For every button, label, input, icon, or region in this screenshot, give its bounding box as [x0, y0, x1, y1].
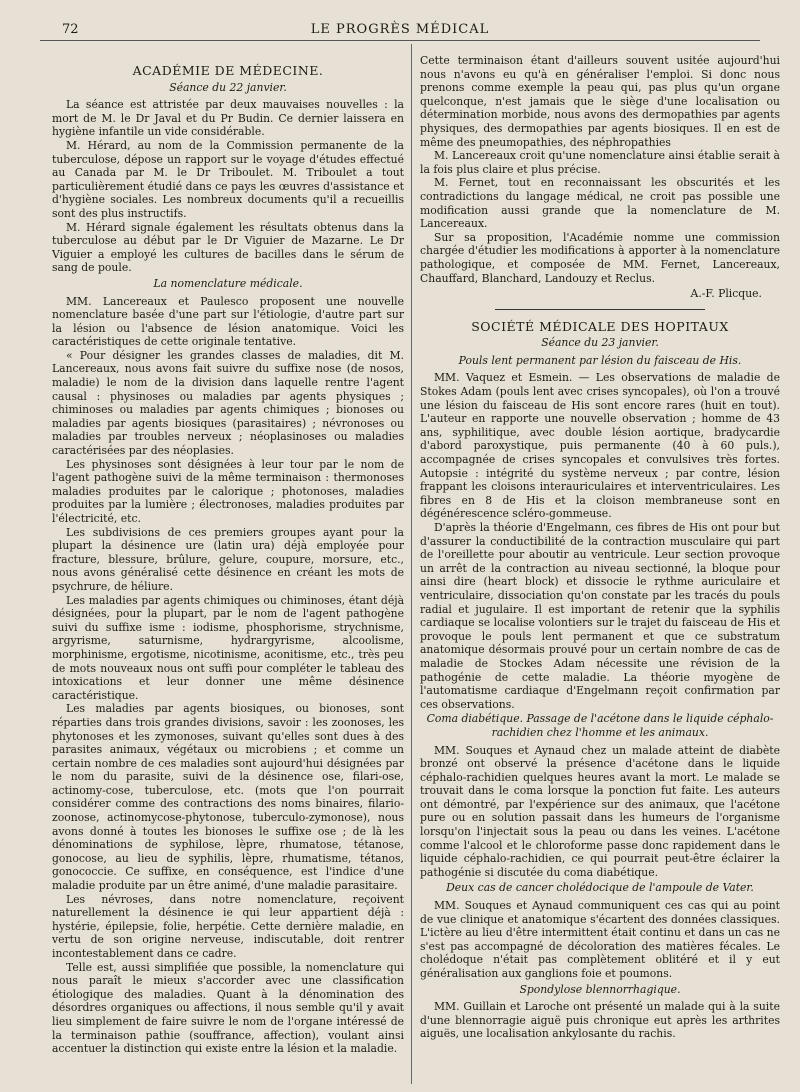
paragraph: MM. Souques et Aynaud communiquent ces cas qui au point de vue clinique et anatomique s'écartent des données classiques. L'ictère au lieu d'être intermittent était continu et dans un cas ne s'est pas accompagné de décoloration des matières fécales. Le cholédoque n'était pas complètement oblitéré et il y eut généralisation aux ganglions foie et poumons.	[420, 899, 780, 980]
paragraph: M. Hérard, au nom de la Commission permanente de la tuberculose, dépose un rapport sur le voyage d'études effectué au Canada par M. le Dr Triboulet. M. Triboulet a tout particulièrement étudié dans ce pays les œuvres d'assistance et d'hygiène sociales. Les nombreux documents qu'il a recueillis sont des plus instructifs.	[52, 138, 404, 220]
paragraph: MM. Vaquez et Esmein. — Les observations de maladie de Stokes Adam (pouls lent avec crises syncopales), où l'on a trouvé une lésion du faisceau de His sont encore rares (huit en tout). L'auteur en rapporte une nouvelle observation ; homme de 43 ans, syphilitique, avec double lésion aortique, bradycardie d'abord paroxystique, puis permanente (40 à 60 puls.), accompagnée de crises syncopales et convulsives très fortes. Autopsie : intégrité du système nerveux ; par contre, lésion frappant les cloisons interauriculaires et interventriculaires. Les fibres en 8 de His et la cloison membraneuse sont en dégénérescence scléro-gommeuse.	[420, 371, 780, 521]
page-number: 72	[62, 22, 79, 37]
paragraph: M. Hérard signale également les résultats obtenus dans la tuberculose au début par le Dr Viguier de Mazarne. Le Dr Viguier a employé les cultures de bacilles dans le sérum de sang de poule.	[52, 220, 404, 275]
right-column	[420, 54, 780, 1084]
paragraph: M. Lancereaux croit qu'une nomenclature ainsi établie serait à la fois plus claire et plus précise.	[420, 149, 780, 176]
subsection-title: La nomenclature médicale.	[153, 276, 303, 290]
column-divider	[411, 44, 412, 1084]
section-divider	[495, 309, 705, 310]
paragraph: M. Fernet, tout en reconnaissant les obscurités et les contradictions du langage médical, ne croit pas possible une modification aussi grande que la nomenclature de M. Lancereaux.	[420, 176, 780, 231]
left-column	[52, 54, 404, 1084]
paragraph: Les physinoses sont désignées à leur tour par le nom de l'agent pathogène suivi de la même terminaison : thermonoses maladies produites par le calorique ; photonoses, maladies produites par la lumière ; électronoses, maladies produites par l'électricité, etc.	[52, 457, 404, 525]
paragraph: Cette terminaison étant d'ailleurs souvent usitée aujourd'hui nous n'avons eu qu'à en généraliser l'emploi. Si donc nous prenons comme exemple la peau qui, pas plus qu'un organe quelconque, n'est jamais que le siège d'une localisation ou détermination morbide, nous avons des dermopathies par agents physiques, des dermopathies par agents biosiques. Il en est de même des pneumopathies, des néphropathies	[420, 54, 780, 149]
paragraph: MM. Souques et Aynaud chez un malade atteint de diabète bronzé ont observé la présence d'acétone dans le liquide céphalo-rachidien quelques heures avant la mort. Le malade se trouvait dans le coma lorsque la ponction fut faite. Les auteurs ont démontré, par l'expérience sur des animaux, que l'acétone pure ou en solution passait dans les humeurs de l'organisme lorsqu'on l'injectait sous la peau ou dans les veines. L'acétone comme l'alcool et le chloroforme passe donc rapidement dans le liquide céphalo-rachidien, ce qui pourrait peut-être éclairer la pathogénie si discutée du coma diabétique.	[420, 743, 780, 879]
paragraph: Telle est, aussi simplifiée que possible, la nomenclature qui nous paraît le mieux s'accorder avec une classification étiologique des maladies. Quant à la dénomination des désordres organiques ou affections, il nous semble qu'il y avait lieu simplement de faire suivre le nom de l'organe intéressé de la terminaison pathie (souffrance, affection), voulant ainsi accentuer la distinction qui existe entre la lésion et la maladie.	[52, 960, 404, 1056]
paragraph: D'après la théorie d'Engelmann, ces fibres de His ont pour but d'assurer la conductibilité de la contraction musculaire qui part de l'oreillette pour aboutir au ventricule. Leur section provoque un arrêt de la contraction au niveau sectionné, la bloque pour ainsi dire (heart block) et dissocie le rythme auriculaire et ventriculaire, dissociation qu'on constate par les tracés du pouls radial et jugulaire. Il est important de retenir que la syphilis cardiaque se localise volontiers sur le trajet du faisceau de His et provoque le pouls lent permanent et que ce substratum anatomique désormais prouvé pour un certain nombre de cas de maladie de Stockes Adam nécessite une révision de la pathogénie de cette maladie. La théorie myogène de l'automatisme cardiaque d'Engelmann reçoit confirmation par ces observations.	[420, 521, 780, 711]
paragraph: Les subdivisions de ces premiers groupes ayant pour la plupart la désinence ure (latin ura) déjà employée pour fracture, blessure, brûlure, gelure, coupure, morsure, etc., nous avons généralisé cette désinence en créant les mots de psychrure, de héliure.	[52, 525, 404, 593]
subsection-title: Pouls lent permanent par lésion du faisceau de His.	[458, 353, 742, 367]
journal-title: LE PROGRÈS MÉDICAL	[310, 22, 490, 37]
session-date: Séance du 23 janvier.	[541, 336, 659, 350]
paragraph: Les maladies par agents chimiques ou chiminoses, étant déjà désignées, pour la plupart, par le nom de l'agent pathogène suivi du suffixe isme : iodisme, phosphorisme, strychnisme, argyrisme, saturnisme, hydrargyrisme, alcoolisme, morphinisme, ergotisme, nicotinisme, aconitisme, etc., très peu de mots nouveaux nous ont suffi pour compléter le tableau des intoxications et leur donner une même désinence caractéristique.	[52, 593, 404, 702]
section-title-societe: SOCIÉTÉ MÉDICALE DES HOPITAUX	[471, 318, 729, 334]
section-title-academie: ACADÉMIE DE MÉDECINE.	[132, 63, 324, 78]
paragraph: MM. Guillain et Laroche ont présenté un malade qui à la suite d'une blennorragie aiguë puis chronique eut après les arthrites aiguës, une localisation ankylosante du rachis.	[420, 1000, 780, 1041]
paragraph: Les névroses, dans notre nomenclature, reçoivent naturellement la désinence ie qui leur appartient déjà : hystérie, épilepsie, folie, herpétie. Cette dernière maladie, en vertu de son origine nerveuse, indiscutable, doit rentrer incontestablement dans ce cadre.	[52, 892, 404, 960]
subsection-title: Spondylose blennorrhagique.	[519, 982, 681, 996]
paragraph: Sur sa proposition, l'Académie nomme une commission chargée d'étudier les modifications à apporter à la nomenclature pathologique, et composée de MM. Fernet, Lancereaux, Chauffard, Blanchard, Landouzy et Reclus.	[420, 230, 780, 285]
subsection-title: Deux cas de cancer cholédocique de l'ampoule de Vater.	[446, 881, 754, 895]
page-header	[40, 18, 760, 41]
author-signature: A.-F. Plicque.	[690, 287, 762, 301]
paragraph: MM. Lancereaux et Paulesco proposent une nouvelle nomenclature basée d'une part sur l'étiologie, d'autre part sur la lésion ou l'absence de lésion anatomique. Voici les caractéristiques de cette originale tentative.	[52, 294, 404, 349]
subsection-title: Coma diabétique. Passage de l'acétone dans le liquide céphalo-rachidien chez l'homme et les animaux.	[426, 712, 774, 739]
paragraph: Les maladies par agents biosiques, ou bionoses, sont réparties dans trois grandes divisions, savoir : les zoonoses, les phytonoses et les zymonoses, suivant qu'elles sont dues à des parasites animaux, végétaux ou microbiens ; et comme un certain nombre de ces maladies sont aujourd'hui désignées par le nom du parasite, suivi de la désinence ose, filari-ose, actinomy-cose, tuberculose, etc. (mots que l'on pourrait considérer comme des contractions des noms binaires, filario-zoonose, actinomycose-phytonose, tuberculo-zymonose), nous avons donné à toutes les bionoses le suffixe ose ; de là les dénominations de syphilose, lèpre, rhumatose, tétanose, gonocose, au lieu de syphilis, lèpre, rhumatisme, tétanos, gonococcie. Ce suffixe, en conséquence, est l'indice d'une maladie produite par un être animé, d'une maladie parasitaire.	[52, 702, 404, 893]
session-date: Séance du 22 janvier.	[169, 80, 287, 94]
paragraph: La séance est attristée par deux mauvaises nouvelles : la mort de M. le Dr Javal et du Pr Budin. Ce dernier laissera en hygiène infantile un vide considérable.	[52, 98, 404, 139]
paragraph: « Pour désigner les grandes classes de maladies, dit M. Lancereaux, nous avons fait suivre du suffixe nose (de nosos, maladie) le nom de la division dans laquelle rentre l'agent causal : physinoses ou maladies par agents physiques ; chiminoses ou maladies par agents chimiques ; bionoses ou maladies par agents biosiques (parasitaires) ; névronoses ou maladies par troubles nerveux ; néoplasinoses ou maladies caractérisées par des néoplasies.	[52, 348, 404, 458]
